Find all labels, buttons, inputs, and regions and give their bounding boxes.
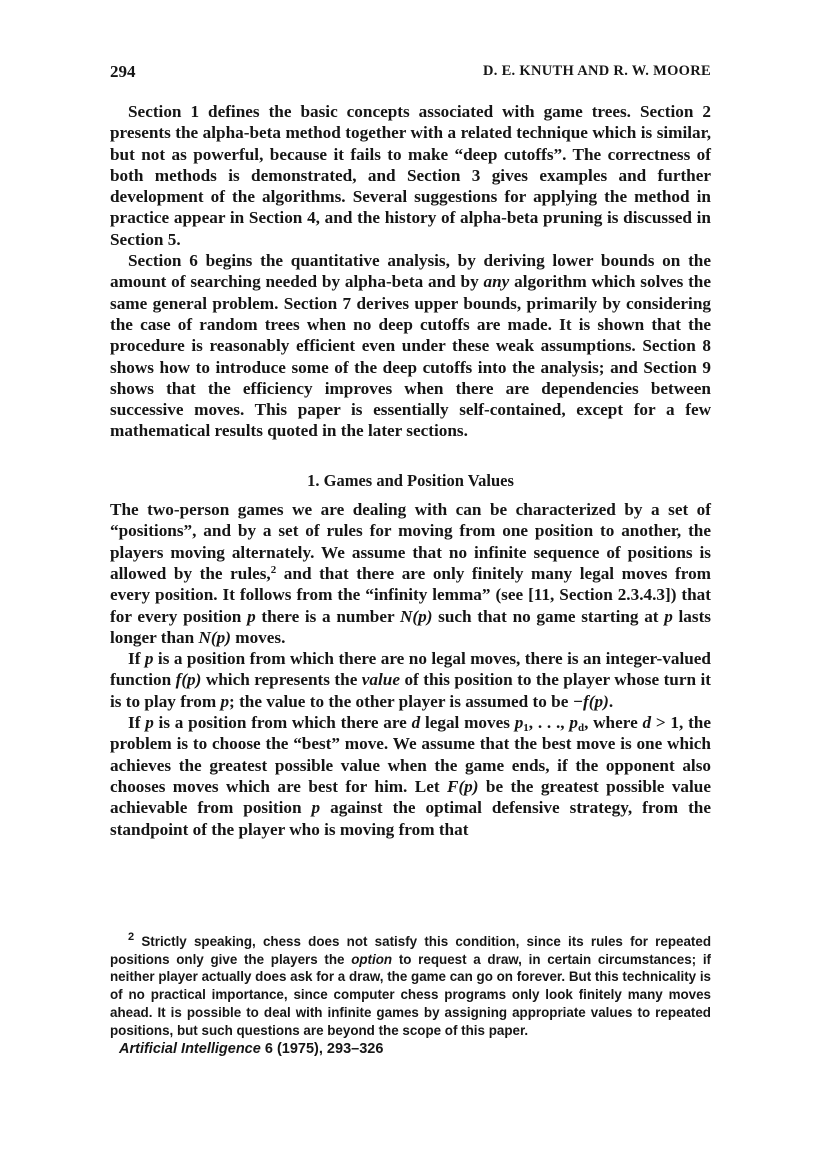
section1-paragraph-3: If p is a position from which there are d legal moves $p_1$, . . ., $p_d$, where d > 1, the problem is to choose the “best” move. We assume that the best move is one which achieves the greatest possible value when the game ends, if the opponent also chooses moves which are best for him. Let F(p) be the greatest possible value achievable from position p against the optimal defensive strategy, from the standpoint of the player who is moving from that <box>110 713 711 839</box>
running-head: D. E. KNUTH AND R. W. MOORE <box>482 63 711 79</box>
section1-paragraph-2: If p is a position from which there are no legal moves, there is an integer-valued function f(p) which represents the value of this position to the player whose turn it is to play from p; the value to the other player is assumed to be −f(p). <box>110 649 712 711</box>
intro-paragraph-1: Section 1 defines the basic concepts associated with game trees. Section 2 presents the alpha-beta method together with a related technique which is similar, but not as powerful, because it fails to make “deep cutoffs”. The correctness of both methods is demonstrated, and Section 3 gives examples and further development of the algorithms. Several suggestions for applying the method in practice appear in Section 4, and the history of alpha-beta pruning is discussed in Section 5. <box>110 102 711 249</box>
footnote: $^2$ Strictly speaking, chess does not satisfy this condition, since its rules for repeated positions only give the players the option to request a draw, in certain circumstances; if neither player actually does ask for a draw, the game can go on forever. But this technicality is of no practical importance, since computer chess programs only look finitely many moves ahead. It is possible to deal with infinite games by assigning appropriate values to repeated positions, but such questions are beyond the scope of this paper. <box>110 931 711 1038</box>
intro-paragraph-2: Section 6 begins the quantitative analysis, by deriving lower bounds on the amount of searching needed by alpha-beta and by any algorithm which solves the same general problem. Section 7 derives upper bounds, primarily by considering the case of random trees when no deep cutoffs are made. It is shown that the procedure is reasonably efficient even under these weak assumptions. Section 8 shows how to introduce some of the deep cutoffs into the analysis; and Section 9 shows that the efficiency improves when there are dependencies between successive moves. This paper is essentially self-contained, except for a few mathematical results quoted in the later sections. <box>110 251 711 441</box>
journal-citation: Artificial Intelligence 6 (1975), 293–326 <box>119 1041 384 1057</box>
footnote-marker: 2 <box>128 931 135 943</box>
section1-paragraph-1: The two-person games we are dealing with can be characterized by a set of “positions”, and by a set of rules for moving from one position to another, the players moving alternately. We assume that no infinite sequence of positions is allowed by the rules,$^2$ and that there are only finitely many legal moves from every position. It follows from the “infinity lemma” (see [11, Section 2.3.4.3]) that for every position p there is a number N(p) such that no game starting at p lasts longer than N(p) moves. <box>110 500 711 647</box>
section-heading: 1. Games and Position Values <box>307 470 514 490</box>
page-number: 294 <box>110 62 136 81</box>
page-header <box>110 62 711 86</box>
body-text <box>110 101 711 840</box>
